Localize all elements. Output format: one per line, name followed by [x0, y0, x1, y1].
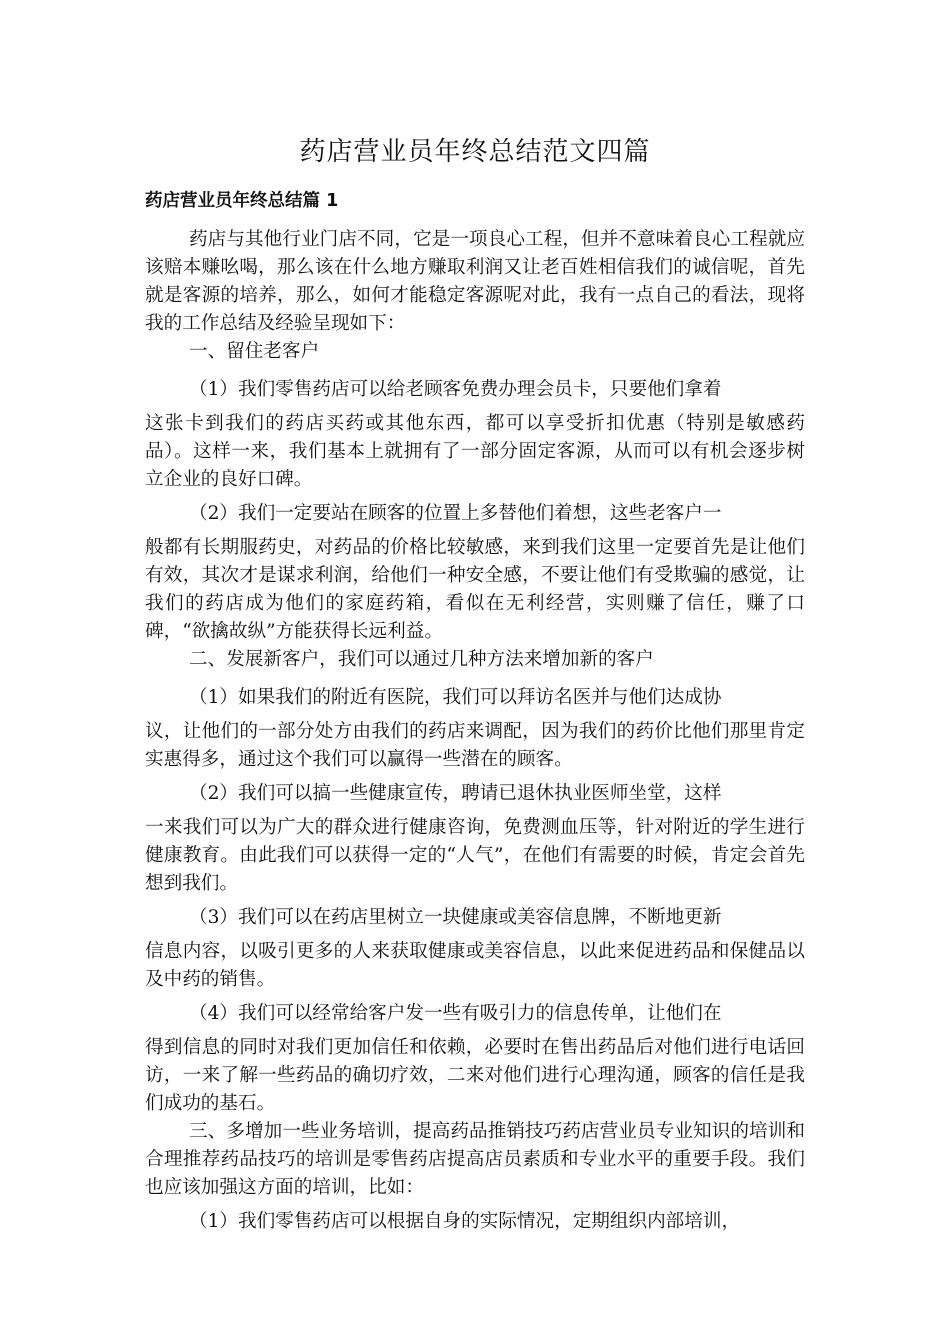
paragraph: 一来我们可以为广大的群众进行健康咨询，免费测血压等，针对附近的学生进行健康教育。由此我们可以获得一定的“人气”，在他们有需要的时候，肯定会首先想到我们。: [145, 817, 805, 894]
paragraph: （2）我们可以搞一些健康宣传，聘请已退休执业医师坐堂，这样: [189, 783, 722, 804]
paragraph: 般都有长期服药史，对药品的价格比较敏感，来到我们这里一定要首先是让他们有效，其次才是谋求利润，给他们一种安全感，不要让他们有受欺骗的感觉，让我们的药店成为他们的家庭药箱，看似在无利经营，实则赚了信任，赚了口碑，“欲擒故纵”方能获得长远利益。: [145, 537, 805, 642]
paragraph: 得到信息的同时对我们更加信任和依赖，必要时在售出药品后对他们进行电话回访，一来了解一些药品的确切疗效，二来对他们进行心理沟通，顾客的信任是我们成功的基石。: [145, 1037, 805, 1114]
paragraph: 这张卡到我们的药店买药或其他东西，都可以享受折扣优惠（特别是敏感药品）。这样一来，我们基本上就拥有了一部分固定客源，从而可以有机会逐步树立企业的良好口碑。: [145, 413, 805, 490]
paragraph: 信息内容，以吸引更多的人来获取健康或美容信息，以此来促进药品和保健品以及中药的销售。: [145, 941, 805, 990]
paragraph: （2）我们一定要站在顾客的位置上多替他们着想，这些老客户一: [189, 503, 722, 524]
paragraph: （1）我们零售药店可以根据自身的实际情况，定期组织内部培训，: [189, 1211, 741, 1232]
paragraph: 三、多增加一些业务培训，提高药品推销技巧药店营业员专业知识的培训和合理推荐药品技巧的培训是零售药店提高店员素质和专业水平的重要手段。我们也应该加强这方面的培训，比如：: [145, 1121, 805, 1198]
paragraph: 议，让他们的一部分处方由我们的药店来调配，因为我们的药价比他们那里肯定实惠得多，通过这个我们可以赢得一些潜在的顾客。: [145, 721, 805, 770]
paragraph: （3）我们可以在药店里树立一块健康或美容信息牌，不断地更新: [189, 907, 722, 928]
paragraph: 二、发展新客户，我们可以通过几种方法来增加新的客户: [189, 649, 654, 670]
paragraph: 一、留住老客户: [189, 341, 320, 362]
paragraph: （1）如果我们的附近有医院，我们可以拜访名医并与他们达成协: [189, 687, 722, 708]
paragraph: 药店与其他行业门店不同，它是一项良心工程，但并不意味着良心工程就应该赔本赚吆喝，那么该在什么地方赚取利润又让老百姓相信我们的诚信呢，首先就是客源的培养，那么，如何才能稳定客源呢对此，我有一点自己的看法，现将我的工作总结及经验呈现如下：: [145, 229, 805, 334]
paragraph: （1）我们零售药店可以给老顾客免费办理会员卡，只要他们拿着: [189, 379, 722, 400]
section-heading: 药店营业员年终总结篇 1: [145, 191, 339, 211]
paragraph: （4）我们可以经常给客户发一些有吸引力的信息传单，让他们在: [189, 1003, 722, 1024]
document-body: [145, 226, 805, 1236]
document-title: 药店营业员年终总结范文四篇: [299, 137, 651, 167]
